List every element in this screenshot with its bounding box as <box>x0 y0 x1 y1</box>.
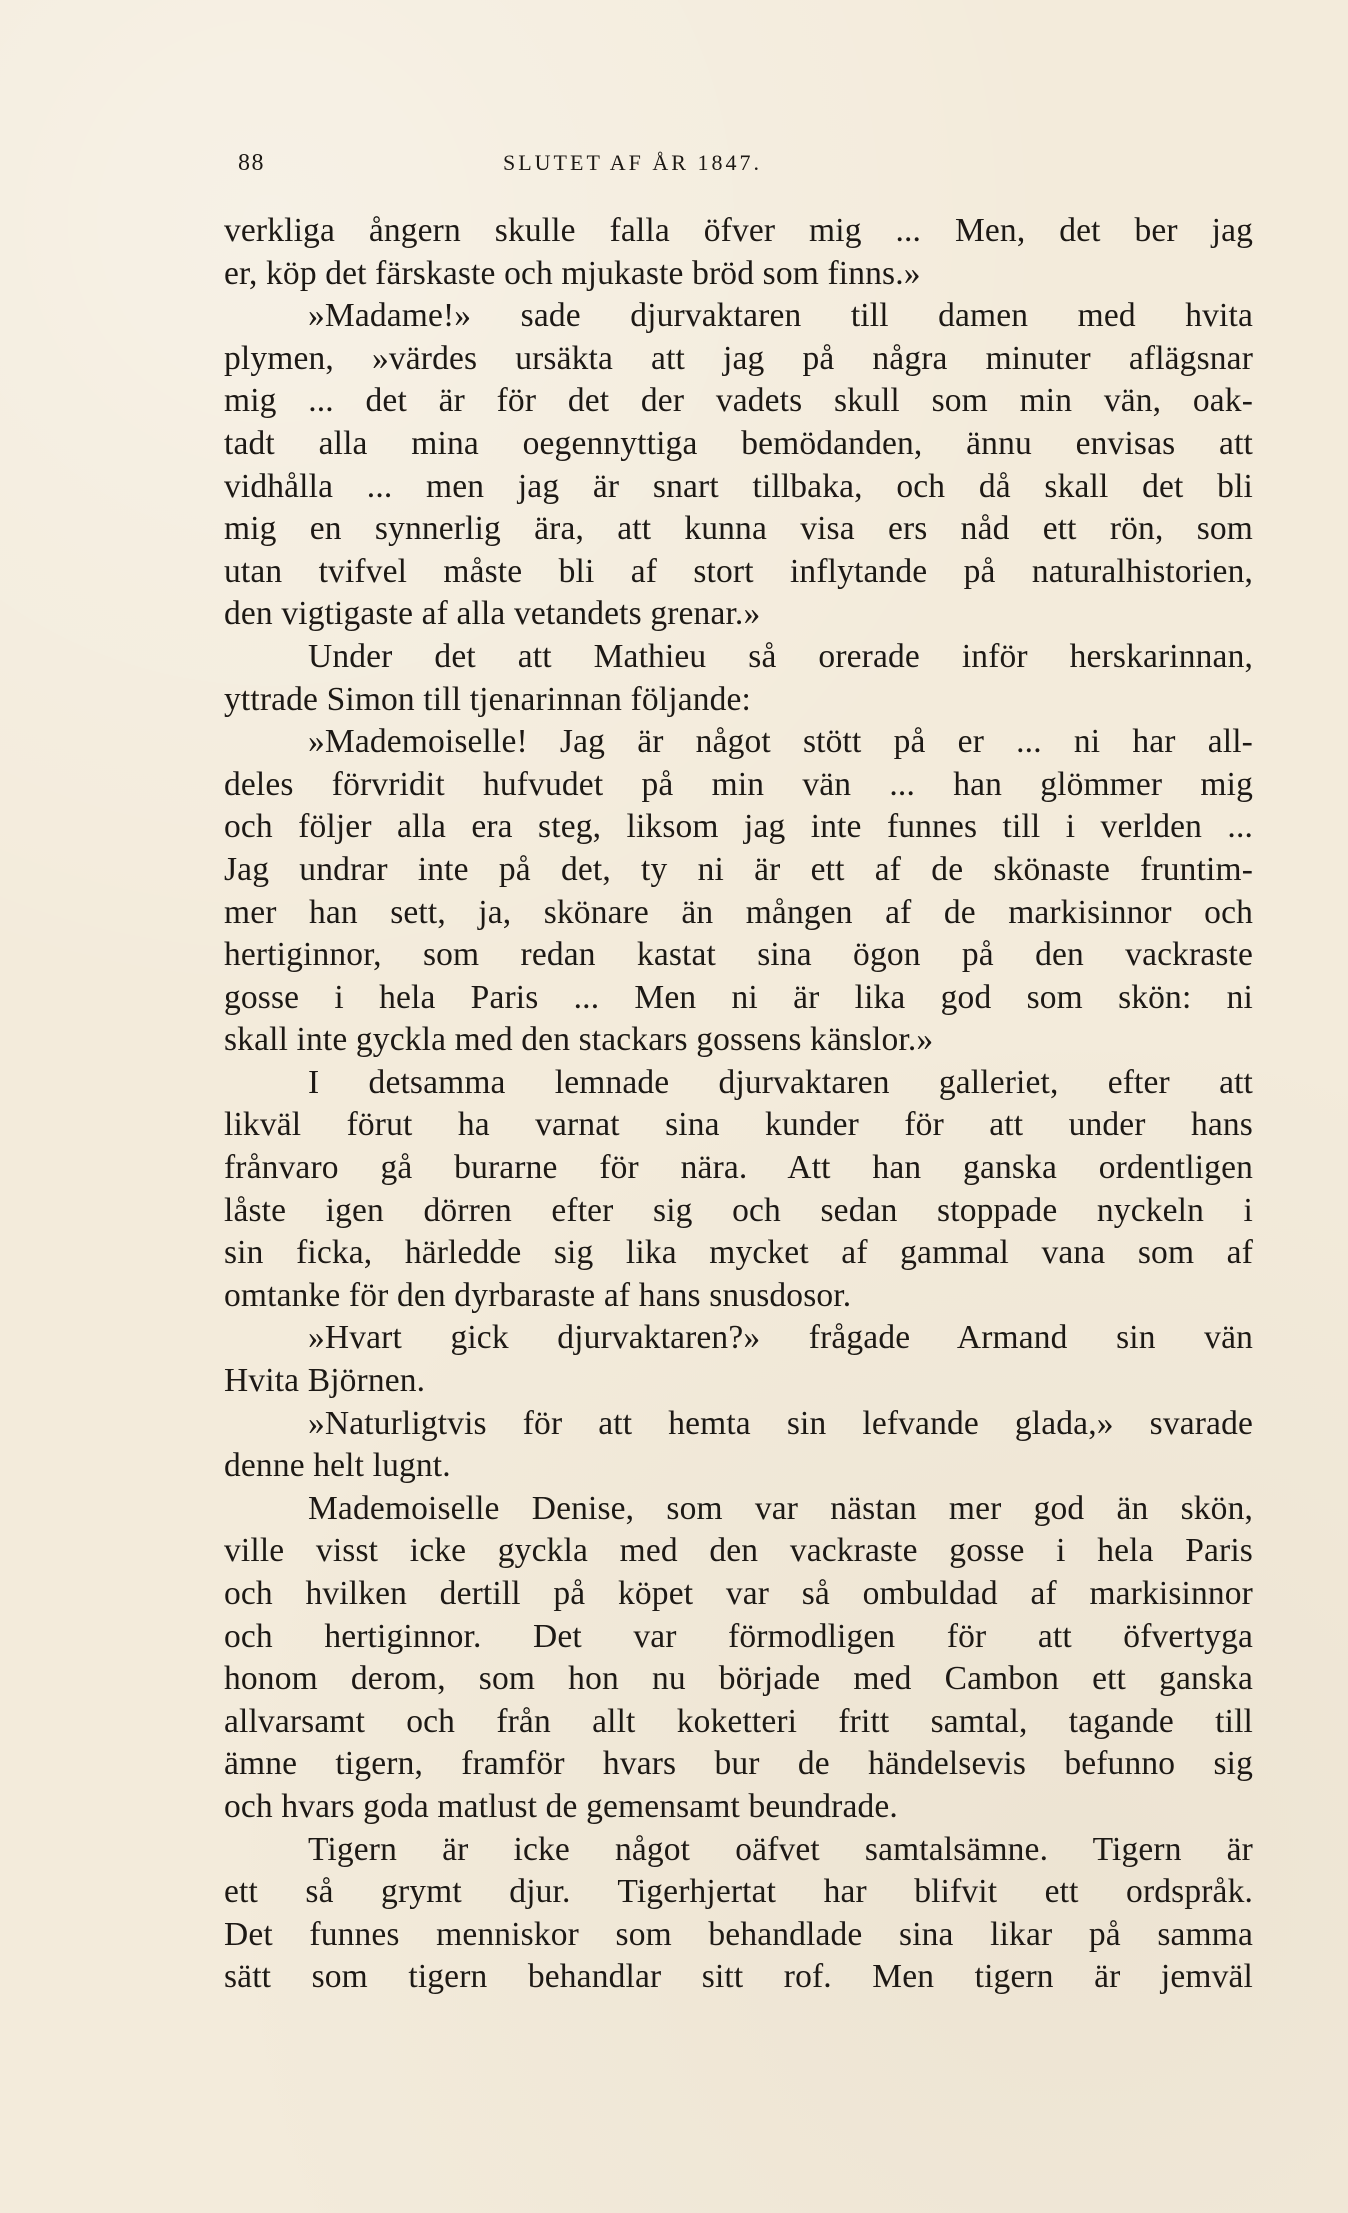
text-line: deles förvridit hufvudet på min vän ... han glömmer mig <box>224 765 1253 803</box>
text-line: »Mademoiselle! Jag är något stött på er ... ni har all- <box>308 723 1253 761</box>
text-line: och hvars goda matlust de gemensamt beundrade. <box>224 1787 898 1825</box>
text-line: I detsamma lemnade djurvaktaren galleriet, efter att <box>308 1063 1253 1101</box>
text-line: mig en synnerlig ära, att kunna visa ers nåd ett rön, som <box>224 510 1253 548</box>
text-line: er, köp det färskaste och mjukaste bröd som finns.» <box>224 254 921 292</box>
text-line: allvarsamt och från allt koketteri fritt samtal, tagande till <box>224 1702 1253 1740</box>
running-head <box>238 150 898 186</box>
text-line: likväl förut ha varnat sina kunder för att under hans <box>224 1106 1253 1144</box>
running-title: SLUTET AF ÅR 1847. <box>503 150 762 175</box>
text-line: Under det att Mathieu så orerade inför herskarinnan, <box>308 637 1253 675</box>
text-line: Det funnes menniskor som behandlade sina likar på samma <box>224 1915 1253 1953</box>
text-line: tadt alla mina oegennyttiga bemödanden, ännu envisas att <box>224 424 1253 462</box>
text-line: Tigern är icke något oäfvet samtalsämne. Tigern är <box>308 1830 1253 1868</box>
text-line: den vigtigaste af alla vetandets grenar.» <box>224 595 761 633</box>
text-line: och hertiginnor. Det var förmodligen för att öfvertyga <box>224 1617 1253 1655</box>
text-line: »Hvart gick djurvaktaren?» frågade Armand sin vän <box>308 1319 1253 1357</box>
text-line: Mademoiselle Denise, som var nästan mer god än skön, <box>308 1489 1253 1527</box>
text-line: frånvaro gå burarne för nära. Att han ganska ordentligen <box>224 1149 1253 1187</box>
text-line: och följer alla era steg, liksom jag inte funnes till i verlden ... <box>224 808 1253 846</box>
text-line: »Naturligtvis för att hemta sin lefvande glada,» svarade <box>308 1404 1253 1442</box>
text-line: omtanke för den dyrbaraste af hans snusdosor. <box>224 1276 852 1314</box>
text-line: och hvilken dertill på köpet var så ombuldad af markisinnor <box>224 1575 1253 1612</box>
text-line: verkliga ångern skulle falla öfver mig ... Men, det ber jag <box>224 212 1253 249</box>
text-line: låste igen dörren efter sig och sedan stoppade nyckeln i <box>224 1191 1253 1229</box>
text-line: mer han sett, ja, skönare än mången af de markisinnor och <box>224 893 1253 931</box>
text-line: gosse i hela Paris ... Men ni är lika god som skön: ni <box>224 978 1253 1016</box>
text-line: skall inte gyckla med den stackars gossens känslor.» <box>224 1021 934 1059</box>
text-line: honom derom, som hon nu började med Cambon ett ganska <box>224 1660 1253 1698</box>
text-line: Hvita Björnen. <box>224 1362 426 1400</box>
body-text <box>224 210 1253 1999</box>
text-line: ville visst icke gyckla med den vackraste gosse i hela Paris <box>224 1532 1253 1570</box>
text-line: »Madame!» sade djurvaktaren till damen med hvita <box>308 297 1253 335</box>
text-line: plymen, »värdes ursäkta att jag på några minuter aflägsnar <box>224 339 1253 377</box>
text-line: hertiginnor, som redan kastat sina ögon på den vackraste <box>224 936 1253 974</box>
text-line: sin ficka, härledde sig lika mycket af gammal vana som af <box>224 1234 1253 1272</box>
page-number: 88 <box>238 150 265 176</box>
text-line: ämne tigern, framför hvars bur de händelsevis befunno sig <box>224 1745 1253 1783</box>
text-line: mig ... det är för det der vadets skull som min vän, oak- <box>224 382 1253 420</box>
text-line: utan tvifvel måste bli af stort inflytande på naturalhistorien, <box>224 552 1253 590</box>
text-line: vidhålla ... men jag är snart tillbaka, och då skall det bli <box>224 467 1253 505</box>
text-line: sätt som tigern behandlar sitt rof. Men tigern är jemväl <box>224 1958 1253 1996</box>
text-line: ett så grymt djur. Tigerhjertat har blifvit ett ordspråk. <box>224 1873 1253 1911</box>
text-line: yttrade Simon till tjenarinnan följande: <box>224 680 751 718</box>
text-line: denne helt lugnt. <box>224 1447 451 1485</box>
text-line: Jag undrar inte på det, ty ni är ett af de skönaste fruntim- <box>224 850 1253 888</box>
